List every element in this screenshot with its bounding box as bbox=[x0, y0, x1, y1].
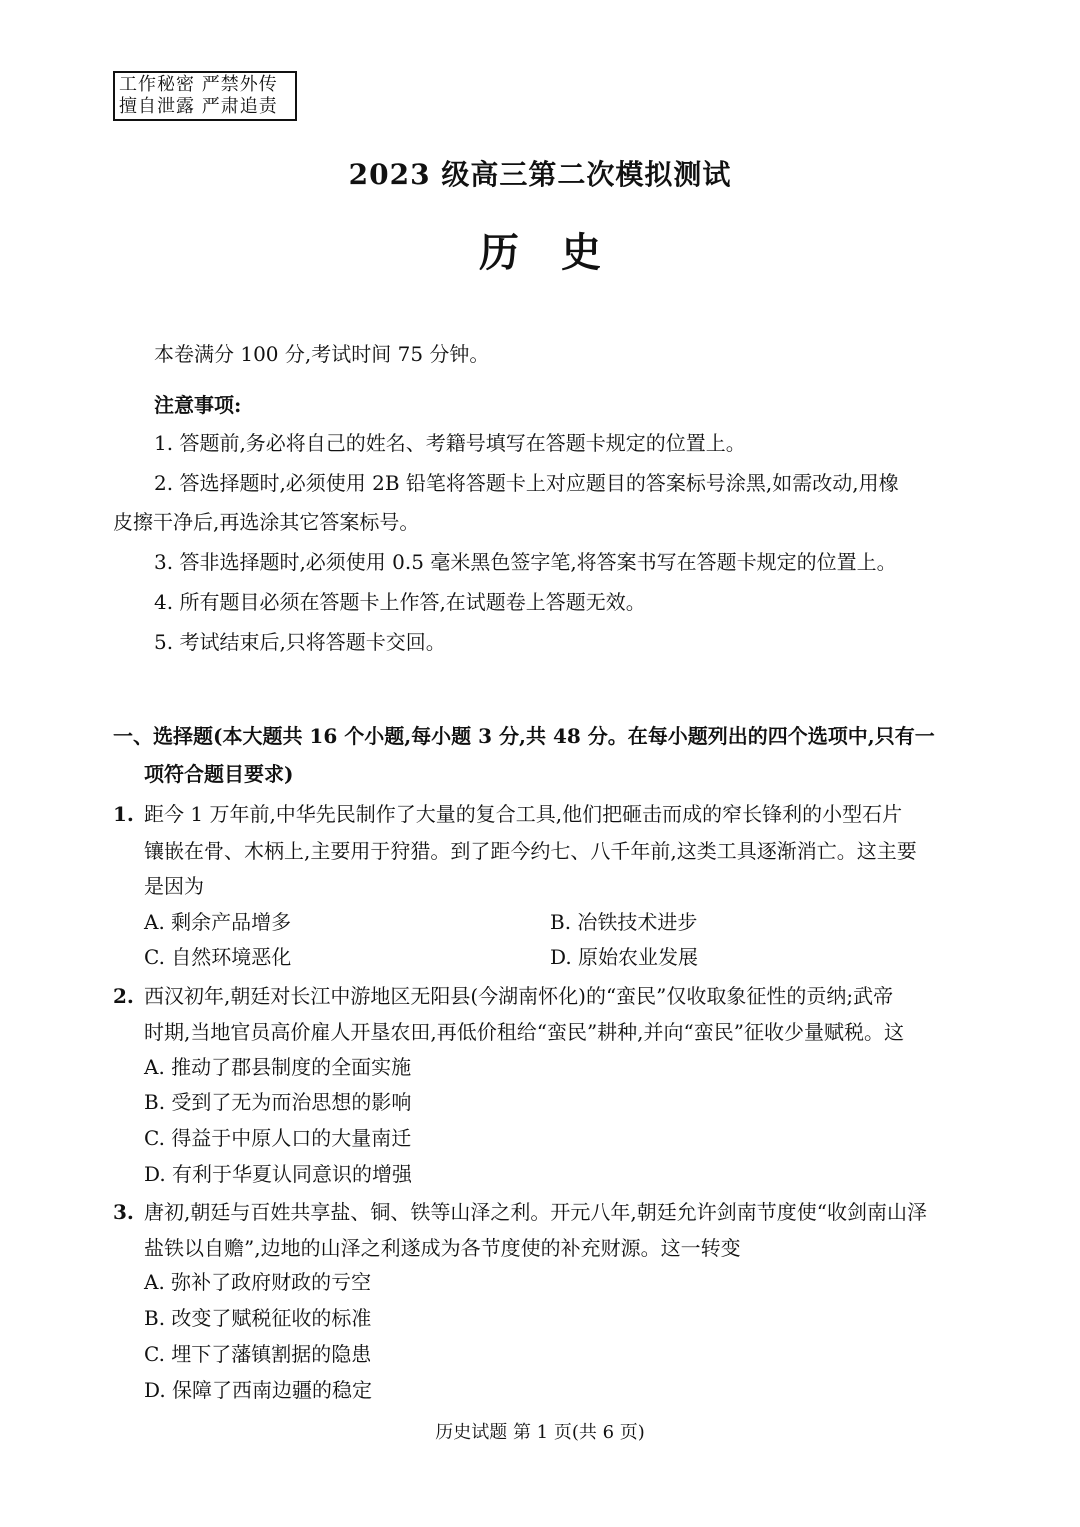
question-stem: 是因为 bbox=[144, 874, 204, 898]
question-stem: 时期,当地官员高价雇人开垦农田,再低价租给“蛮民”耕种,并向“蛮民”征收少量赋税。这 bbox=[144, 1020, 904, 1044]
question-number: 2. bbox=[113, 984, 134, 1008]
note-item: 3. 答非选择题时,必须使用 0.5 毫米黑色签字笔,将答案书写在答题卡规定的位置上。 bbox=[154, 550, 897, 574]
option-d: D. 原始农业发展 bbox=[550, 945, 699, 969]
question-number: 1. bbox=[113, 802, 134, 826]
stamp-line-2: 擅自泄露 严肃追责 bbox=[119, 96, 278, 117]
subject-title: 历史 bbox=[479, 229, 643, 276]
option-b: B. 改变了赋税征收的标准 bbox=[144, 1306, 372, 1330]
note-item: 4. 所有题目必须在答题卡上作答,在试题卷上答题无效。 bbox=[154, 590, 646, 614]
question-number: 3. bbox=[113, 1200, 134, 1224]
note-item: 1. 答题前,务必将自己的姓名、考籍号填写在答题卡规定的位置上。 bbox=[154, 431, 746, 455]
question-stem: 盐铁以自赡”,边地的山泽之利遂成为各节度使的补充财源。这一转变 bbox=[144, 1236, 741, 1260]
question-stem: 唐初,朝廷与百姓共享盐、铜、铁等山泽之利。开元八年,朝廷允许剑南节度使“收剑南山泽 bbox=[144, 1200, 927, 1224]
option-d: D. 有利于华夏认同意识的增强 bbox=[144, 1162, 413, 1186]
option-b: B. 受到了无为而治思想的影响 bbox=[144, 1090, 412, 1114]
question-stem: 镶嵌在骨、木柄上,主要用于狩猎。到了距今约七、八千年前,这类工具逐渐消亡。这主要 bbox=[144, 839, 917, 863]
section-heading: 一、选择题(本大题共 16 个小题,每小题 3 分,共 48 分。在每小题列出的四个选项中,只有一 bbox=[113, 724, 935, 748]
note-item: 5. 考试结束后,只将答题卡交回。 bbox=[154, 630, 446, 654]
option-d: D. 保障了西南边疆的稳定 bbox=[144, 1378, 373, 1402]
section-heading-cont: 项符合题目要求) bbox=[144, 762, 294, 786]
question-stem: 西汉初年,朝廷对长江中游地区无阳县(今湖南怀化)的“蛮民”仅收取象征性的贡纳;武帝 bbox=[144, 984, 894, 1008]
option-a: A. 剩余产品增多 bbox=[144, 910, 292, 934]
confidential-stamp bbox=[113, 71, 297, 121]
stamp-line-1: 工作秘密 严禁外传 bbox=[119, 74, 278, 95]
intro-text: 本卷满分 100 分,考试时间 75 分钟。 bbox=[154, 342, 490, 366]
note-item: 皮擦干净后,再选涂其它答案标号。 bbox=[113, 510, 420, 534]
question-stem: 距今 1 万年前,中华先民制作了大量的复合工具,他们把砸击而成的窄长锋利的小型石片 bbox=[144, 802, 903, 826]
page-footer: 历史试题 第 1 页(共 6 页) bbox=[435, 1422, 645, 1443]
exam-title: 2023 级高三第二次模拟测试 bbox=[348, 158, 732, 191]
option-b: B. 冶铁技术进步 bbox=[550, 910, 698, 934]
option-a: A. 推动了郡县制度的全面实施 bbox=[144, 1055, 412, 1079]
option-a: A. 弥补了政府财政的亏空 bbox=[144, 1270, 372, 1294]
option-c: C. 埋下了藩镇割据的隐患 bbox=[144, 1342, 372, 1366]
option-c: C. 得益于中原人口的大量南迁 bbox=[144, 1126, 412, 1150]
note-item: 2. 答选择题时,必须使用 2B 铅笔将答题卡上对应题目的答案标号涂黑,如需改动,用橡 bbox=[154, 471, 899, 495]
option-c: C. 自然环境恶化 bbox=[144, 945, 292, 969]
notes-heading: 注意事项: bbox=[154, 393, 242, 417]
